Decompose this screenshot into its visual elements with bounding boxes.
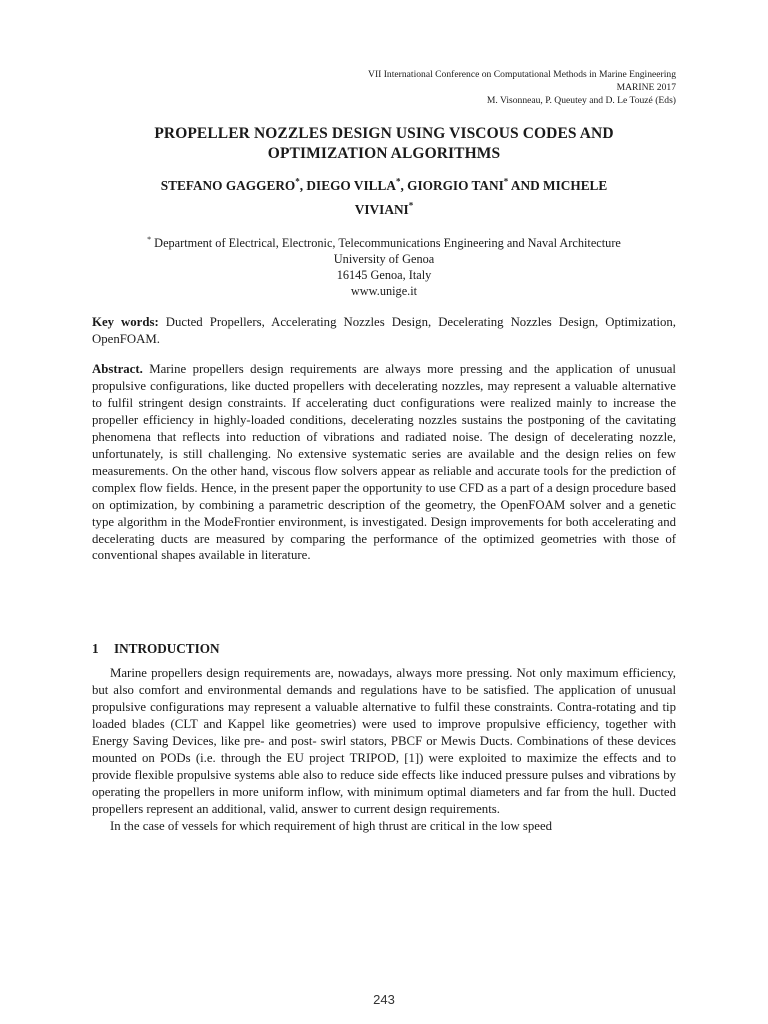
keywords-label: Key words: — [92, 315, 159, 329]
paper-title-line-1: PROPELLER NOZZLES DESIGN USING VISCOUS CODES AND — [154, 125, 614, 142]
affiliation-mark: * — [147, 234, 152, 244]
abstract-paragraph — [92, 361, 676, 564]
conference-editors: M. Visonneau, P. Queutey and D. Le Touzé (Eds) — [486, 95, 676, 106]
affiliation-university: University of Genoa — [333, 252, 435, 266]
affiliation-website: www.unige.it — [350, 284, 418, 298]
author-4-affiliation-mark: * — [408, 200, 414, 211]
author-2-affiliation-mark: * — [395, 176, 401, 187]
introduction-body — [92, 665, 676, 835]
author-list — [90, 174, 678, 222]
author-3-affiliation-mark: * — [503, 176, 509, 187]
introduction-paragraph-2: In the case of vessels for which requirement of high thrust are critical in the low speed — [110, 818, 553, 833]
abstract-label: Abstract. — [92, 362, 143, 376]
keywords-paragraph — [92, 314, 676, 348]
author-2: , DIEGO VILLA — [299, 178, 396, 193]
paper-title-line-2: OPTIMIZATION ALGORITHMS — [267, 145, 501, 162]
conference-header — [276, 68, 676, 107]
author-4-surname: VIVIANI — [354, 202, 409, 217]
affiliation-block — [90, 235, 678, 299]
conference-name: VII International Conference on Computational Methods in Marine Engineering — [368, 69, 676, 80]
keywords-text: Ducted Propellers, Accelerating Nozzles Design, Decelerating Nozzles Design, Optimization, OpenFOAM. — [92, 315, 676, 346]
conference-short-name: MARINE 2017 — [616, 82, 676, 93]
abstract-text: Marine propellers design requirements are always more pressing and the application of unusual propulsive configurations, like ducted propellers with decelerating nozzles, may represent a valuable alternative to fulfil stringent design constraints. If accelerating duct configurations were realized mainly to increase the propeller efficiency in highly-loaded conditions, decelerating nozzles sustains the postponing of the cavitating phenomena that reflects into reduction of vibrations and radiated noise. The design of decelerating nozzle, unfortunately, is still challenging. No extensive systematic series are available and the design relies on few measurements. On the other hand, viscous flow solvers appear as reliable and accurate tools for the prediction of complex flow fields. Hence, in the present paper the opportunity to use CFD as a part of a design procedure based on optimization, by combining a parametric description of the geometry, the OpenFOAM solver and a genetic type algorithm in the ModeFrontier environment, is investigated. Design improvements for both accelerating and decelerating ducts are measured by comparing the performance of the optimized geometries with those of conventional shapes available in literature. — [92, 362, 676, 563]
paper-title — [90, 124, 678, 164]
author-3: , GIORGIO TANI — [400, 178, 504, 193]
section-number: 1 — [92, 641, 99, 656]
section-title: INTRODUCTION — [114, 641, 220, 656]
affiliation-city: 16145 Genoa, Italy — [336, 268, 432, 282]
introduction-paragraph-1: Marine propellers design requirements are, nowadays, always more pressing. Not only maximum efficiency, but also comfort and environmental demands and regulations have to be satisfied. The application of unusual propulsive configurations may represent a valuable alternative to fulfil these constraints. Contra-rotating and tip loaded blades (CLT and Kappel like geometries) were used to improve propulsive efficiency, together with Energy Saving Devices, like pre- and post- swirl stators, PBCF or Mewis Ducts. Combinations of these devices mounted on PODs (i.e. through the EU project TRIPOD, [1]) were exploited to maximize the effects and to provide flexible propulsive systems able also to reduce side effects like induced pressure pulses and vibrations by operating the propellers in more uniform inflow, with minimum optimal diameters and far from the hull. Ducted propellers represent an additional, valid, answer to current design requirements. — [92, 666, 676, 816]
section-heading-introduction — [92, 640, 220, 658]
author-4: AND MICHELE — [508, 178, 608, 193]
affiliation-department: Department of Electrical, Electronic, Telecommunications Engineering and Naval Architecture — [151, 236, 621, 250]
author-1-affiliation-mark: * — [295, 176, 300, 187]
page-number: 243 — [373, 992, 395, 1007]
author-1: STEFANO GAGGERO — [160, 178, 296, 193]
